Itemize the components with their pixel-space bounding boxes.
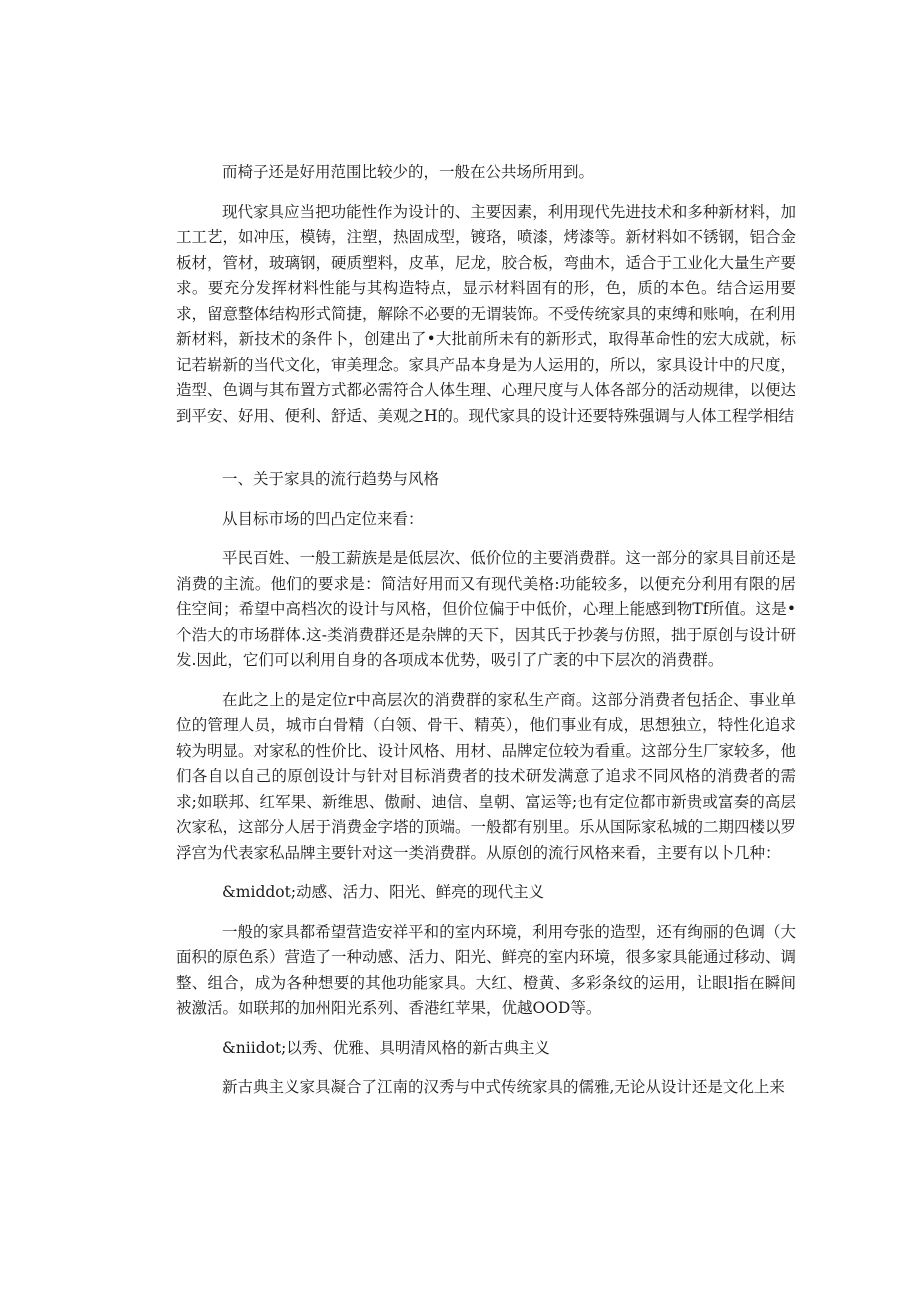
spacer [176, 906, 796, 920]
document-body [176, 160, 796, 1101]
paragraph-mid-high-tier-consumers: 在此之上的是定位r中高层次的消费群的家私生产商。这部分消费者包括企、事业单位的管理人员，城市白骨精（白领、骨干、精英），他们事业有成，思想独立，特性化追求较为明显。对家私的性价比、设计风格、用材、品牌定位较为看重。这部分生厂家较多，他们各自以自己的原创设计与针对目标消费者的技术研发满意了追求不同风格的消费者的需求;如联邦、红军果、新维思、傲耐、迪信、皇朝、富运等;也有定位都市新贵或富奏的高层次家私，这部分人居于消费金字塔的顶端。一般都有别里。乐从国际家私城的二期四楼以罗浮宫为代表家私品牌主要针对这一类消费群。从原创的流行风格来看，主要有以卜几种： [176, 690, 797, 862]
paragraph-modern-furniture: 现代家具应当把功能性作为设计的、主要因素，利用现代先进技术和多种新材料，加工工艺，如冲压，模铸，注塑，热固成型，镀珞，喷漆，烤漆等。新材料如不锈钢，铝合金板材，管材，玻璃钢，硬质塑料，皮革，尼龙，胶合板，弯曲木，适合于工业化大量生产要求。要充分发挥材料性能与其构造特点，显示材料固有的形，色，质的本色。结合运用要求，留意整体结构形式简捷，解除不必要的无谓装饰。不受传统家具的束缚和账响，在利用新材料，新技术的条件卜，创建出了•大批前所未有的新形式，取得革命性的宏大成就，标记若崭新的当代文化，审美理念。家具产品本身是为人运用的，所以，家具设计中的尺度，造型、色调与其布置方式都必需符合人体生理、心理尺度与人体各部分的活动规律，以便达到平安、好用、便利、舒适、美观之H的。现代家具的设计还要特殊强调与人体工程学相结 [176, 202, 797, 425]
spacer [176, 186, 796, 200]
spacer [176, 493, 796, 507]
spacer [176, 1022, 796, 1036]
section-heading-trends: 一、关于家具的流行趋势与风格 [222, 470, 440, 488]
spacer [176, 429, 796, 467]
subheading-market-positioning: 从目标市场的凹凸定位来看： [222, 509, 424, 528]
spacer [176, 866, 796, 880]
paragraph-modernism: 一般的家具都希望营造安祥平和的室内环境，利用夸张的造型，还有绚丽的色调（大面积的原色系）营造了一种动感、活力、阳光、鲜亮的室内环境，很多家具能通过移动、调整、组合，成为各种想要的其他功能家具。大红、橙黄、多彩条纹的运用，让眼l指在瞬间被激活。如联邦的加州阳光系列、香港红苹果，优越OOD等。 [176, 922, 797, 1017]
paragraph-chairs: 而椅子还是好用范围比较少的，一般在公共场所用到。 [222, 163, 595, 181]
style-heading-neoclassicism: &niidot;以秀、优雅、具明清风格的新古典主义 [222, 1038, 550, 1057]
style-heading-modernism: &middot;动感、活力、阳光、鲜亮的现代主义 [222, 883, 545, 901]
spacer [176, 674, 796, 688]
spacer [176, 1061, 796, 1075]
paragraph-neoclassicism: 新古典主义家具凝合了江南的汉秀与中式传统家具的儒雅,无论从设计还是文化上来 [222, 1078, 785, 1096]
spacer [176, 532, 796, 546]
paragraph-low-tier-consumers: 平民百姓、一般工薪族是是低层次、低价位的主要消费群。这一部分的家具目前还是消费的主流。他们的要求是：简洁好用而又有现代美格:功能较多，以便充分利用有限的居住空间；希望中高档次的设计与风格，但价位偏于中低价，心理上能感到物Tf所值。这是•个浩大的市场群体.这-类消费群还是杂牌的天下，因其氏于抄袭与仿照，拙于原创与设计研发.因此，它们可以利用自身的各项成本优势，吸引了广袤的中下层次的消费群。 [176, 549, 796, 669]
